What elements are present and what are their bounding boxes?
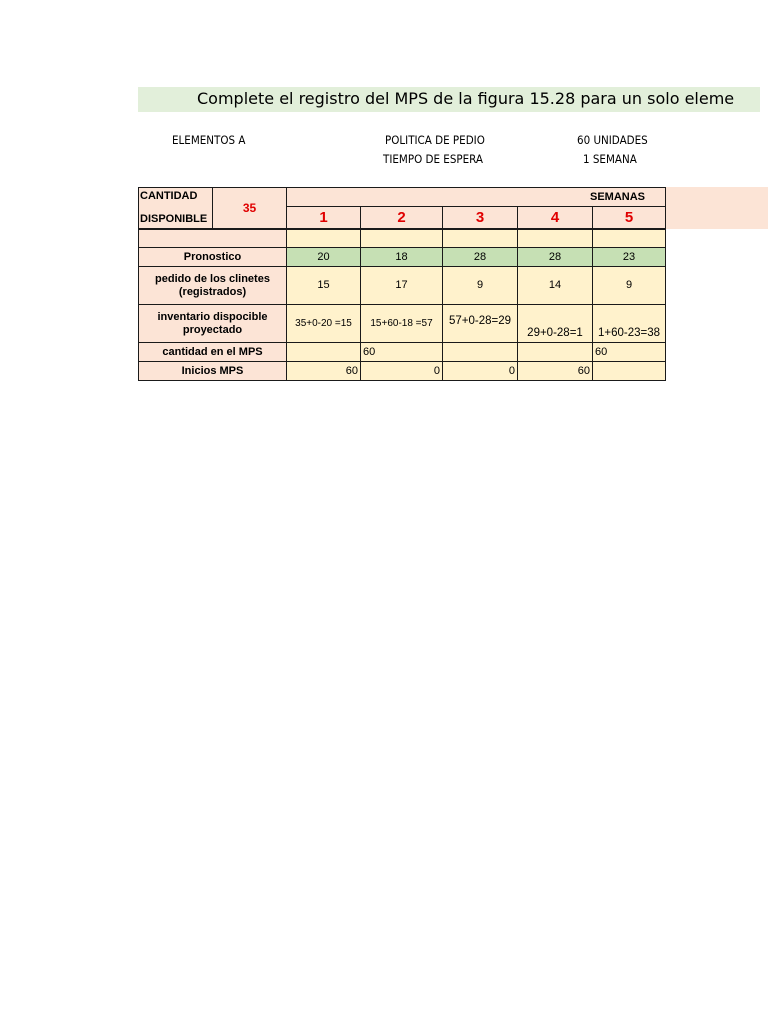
week-4-header: 4	[517, 206, 593, 229]
spacer-cell	[360, 229, 443, 248]
week-1-header: 1	[286, 206, 361, 229]
spacer-label	[138, 229, 287, 248]
inventario-week-2: 15+60-18 =57	[360, 304, 443, 343]
pedido-week-5: 9	[592, 266, 666, 305]
spacer-cell	[517, 229, 593, 248]
inventario-week-5: 1+60-23=38	[592, 304, 666, 343]
cantidad-label-line1: CANTIDAD	[140, 190, 198, 202]
pronostico-week-1: 20	[286, 247, 361, 267]
inicios-mps-week-5	[592, 361, 666, 381]
pronostico-week-2: 18	[360, 247, 443, 267]
cantidad-mps-week-4	[517, 342, 593, 362]
week-3-header: 3	[442, 206, 518, 229]
inicios-mps-week-1: 60	[286, 361, 361, 381]
pronostico-week-5: 23	[592, 247, 666, 267]
politica-value: 60 UNIDADES	[577, 133, 648, 147]
cantidad-mps-week-2: 60	[360, 342, 443, 362]
week-2-header: 2	[360, 206, 443, 229]
pronostico-week-4: 28	[517, 247, 593, 267]
pronostico-week-3: 28	[442, 247, 518, 267]
inicios-mps-week-2: 0	[360, 361, 443, 381]
spacer-cell	[592, 229, 666, 248]
page-title: Complete el registro del MPS de la figura 15.28 para un solo eleme	[197, 89, 735, 108]
cantidad-disponible-value: 35	[212, 187, 287, 229]
spacer-cell	[286, 229, 361, 248]
cantidad-label-line2: DISPONIBLE	[140, 213, 208, 225]
cantidad-mps-week-3	[442, 342, 518, 362]
week-5-header: 5	[592, 206, 666, 229]
cantidad-mps-week-1	[286, 342, 361, 362]
pedido-week-4: 14	[517, 266, 593, 305]
title-band	[138, 87, 760, 112]
politica-label: POLITICA DE PEDIO	[385, 133, 485, 147]
inventario-week-1: 35+0-20 =15	[286, 304, 361, 343]
cantidad-mps-week-5: 60	[592, 342, 666, 362]
tiempo-label: TIEMPO DE ESPERA	[383, 152, 483, 166]
pedido-week-2: 17	[360, 266, 443, 305]
pedido-week-3: 9	[442, 266, 518, 305]
cantidad-disponible-label	[138, 187, 213, 229]
row-label-pedido: pedido de los clinetes (registrados)	[138, 266, 287, 305]
spacer-cell	[442, 229, 518, 248]
row-label-inicios-mps: Inicios MPS	[138, 361, 287, 381]
inventario-week-4: 29+0-28=1	[517, 304, 593, 343]
row-label-cantidad-mps: cantidad en el MPS	[138, 342, 287, 362]
semanas-header: SEMANAS	[286, 187, 666, 207]
elementos-label: ELEMENTOS A	[172, 133, 246, 147]
row-label-pronostico: Pronostico	[138, 247, 287, 267]
inicios-mps-week-4: 60	[517, 361, 593, 381]
row-label-inventario: inventario dispocible proyectado	[138, 304, 287, 343]
header-band-extension	[666, 187, 768, 229]
inicios-mps-week-3: 0	[442, 361, 518, 381]
pedido-week-1: 15	[286, 266, 361, 305]
tiempo-value: 1 SEMANA	[583, 152, 637, 166]
inventario-week-3: 57+0-28=29	[442, 304, 518, 343]
